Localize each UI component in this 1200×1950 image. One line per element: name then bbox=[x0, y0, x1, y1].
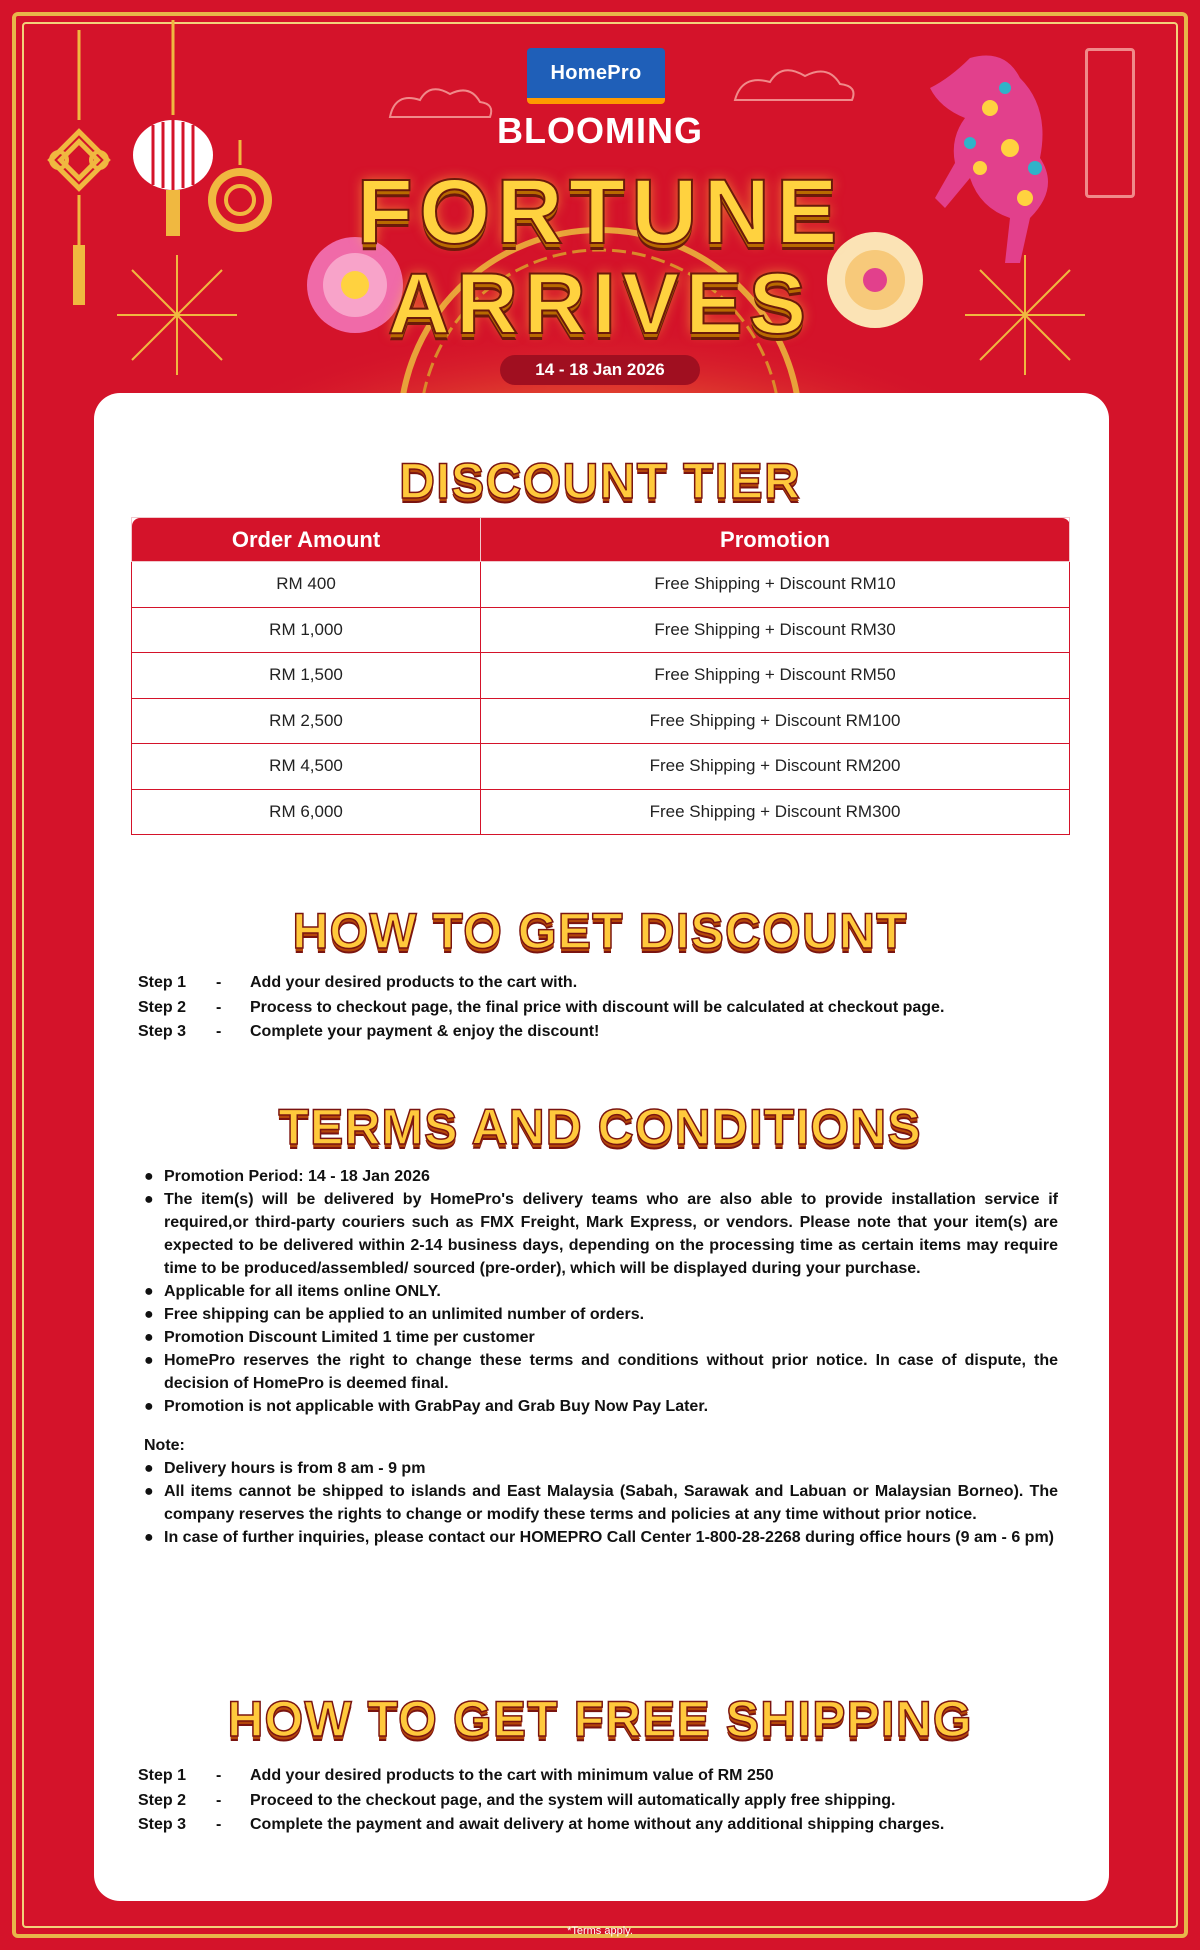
promo-date-badge: 14 - 18 Jan 2026 bbox=[500, 355, 700, 385]
step-number: Step 2 bbox=[138, 998, 187, 1016]
promotion-cell: Free Shipping + Discount RM50 bbox=[481, 653, 1070, 699]
promotion-cell: Free Shipping + Discount RM300 bbox=[481, 789, 1070, 835]
list-item bbox=[144, 1480, 1058, 1526]
step-item bbox=[138, 1764, 944, 1789]
promotion-cell: Free Shipping + Discount RM200 bbox=[481, 744, 1070, 790]
step-dash: - bbox=[216, 1791, 222, 1809]
bullet-icon: ● bbox=[144, 1529, 154, 1546]
terms-apply-footnote: *Terms apply. bbox=[567, 1925, 633, 1937]
bullet-icon: ● bbox=[144, 1168, 154, 1185]
term-text: Applicable for all items online ONLY. bbox=[164, 1283, 441, 1300]
term-text: The item(s) will be delivered by HomePro's delivery teams who are also able to provide installation service if required,or third-party couriers such as FMX Freight, Mark Express, or vendors. Please note that your item(s) are expected to be delivered within 2-14 business days, depending on the processing time as certain items may require time to be produced/assembled/ sourced (pre-order), which will be displayed during your purchase. bbox=[164, 1191, 1058, 1277]
promotion-cell: Free Shipping + Discount RM30 bbox=[481, 607, 1070, 653]
step-text: Add your desired products to the cart with. bbox=[250, 974, 578, 992]
step-text: Proceed to the checkout page, and the system will automatically apply free shipping. bbox=[250, 1791, 896, 1809]
step-dash: - bbox=[216, 974, 222, 992]
list-item bbox=[144, 1526, 1058, 1549]
hero-title-line2: ARRIVES bbox=[387, 256, 813, 352]
header-order-amount: Order Amount bbox=[132, 518, 481, 562]
order-amount-cell: RM 1,000 bbox=[132, 607, 481, 653]
step-dash: - bbox=[216, 998, 222, 1016]
step-item bbox=[138, 996, 944, 1021]
promotion-cell: Free Shipping + Discount RM100 bbox=[481, 698, 1070, 744]
order-amount-cell: RM 4,500 bbox=[132, 744, 481, 790]
discount-tier-table bbox=[131, 517, 1070, 835]
terms-and-conditions-title: TERMS AND CONDITIONS bbox=[278, 1099, 922, 1155]
bullet-icon: ● bbox=[144, 1329, 154, 1346]
promotion-cell: Free Shipping + Discount RM10 bbox=[481, 562, 1070, 608]
step-number: Step 3 bbox=[138, 1816, 187, 1834]
list-item bbox=[144, 1326, 1058, 1349]
step-item bbox=[138, 971, 944, 996]
note-label: Note: bbox=[144, 1437, 185, 1454]
header-promotion: Promotion bbox=[481, 518, 1070, 562]
table-header-row bbox=[132, 518, 1070, 562]
step-item bbox=[138, 1813, 944, 1838]
shipping-steps bbox=[138, 1764, 944, 1838]
order-amount-cell: RM 1,500 bbox=[132, 653, 481, 699]
term-text: Promotion Period: 14 - 18 Jan 2026 bbox=[164, 1168, 430, 1185]
term-text: Promotion Discount Limited 1 time per customer bbox=[164, 1329, 535, 1346]
table-row bbox=[132, 698, 1070, 744]
bullet-icon: ● bbox=[144, 1398, 154, 1415]
bullet-icon: ● bbox=[144, 1306, 154, 1323]
step-number: Step 1 bbox=[138, 1767, 187, 1785]
step-number: Step 2 bbox=[138, 1791, 187, 1809]
table-row bbox=[132, 562, 1070, 608]
step-text: Add your desired products to the cart with minimum value of RM 250 bbox=[250, 1767, 774, 1785]
discount-steps bbox=[138, 971, 944, 1045]
step-text: Complete the payment and await delivery at home without any additional shipping charges. bbox=[250, 1816, 945, 1834]
note-text: In case of further inquiries, please contact our HOMEPRO Call Center 1-800-28-2268 during office hours (9 am - 6 pm) bbox=[164, 1529, 1054, 1546]
order-amount-cell: RM 400 bbox=[132, 562, 481, 608]
how-to-get-free-shipping-title: HOW TO GET FREE SHIPPING bbox=[227, 1691, 973, 1747]
table-row bbox=[132, 789, 1070, 835]
order-amount-cell: RM 6,000 bbox=[132, 789, 481, 835]
homepro-logo[interactable]: HomePro bbox=[527, 48, 665, 104]
bullet-icon: ● bbox=[144, 1283, 154, 1300]
list-item bbox=[144, 1349, 1058, 1395]
list-item bbox=[144, 1303, 1058, 1326]
step-dash: - bbox=[216, 1767, 222, 1785]
term-text: Free shipping can be applied to an unlimited number of orders. bbox=[164, 1306, 645, 1323]
hero-subtitle: BLOOMING bbox=[497, 110, 703, 151]
how-to-get-discount-title: HOW TO GET DISCOUNT bbox=[292, 903, 908, 959]
step-item bbox=[138, 1020, 944, 1045]
term-text: HomePro reserves the right to change these terms and conditions without prior notice. In case of dispute, the decision of HomePro is deemed final. bbox=[164, 1352, 1058, 1392]
bullet-icon: ● bbox=[144, 1483, 154, 1500]
list-item bbox=[144, 1165, 1058, 1188]
cloud-right-icon bbox=[730, 62, 860, 106]
hero-title-line1: FORTUNE bbox=[356, 161, 844, 263]
step-text: Process to checkout page, the final price with discount will be calculated at checkout page. bbox=[250, 998, 945, 1016]
list-item bbox=[144, 1280, 1058, 1303]
bullet-icon: ● bbox=[144, 1191, 154, 1208]
step-dash: - bbox=[216, 1023, 222, 1041]
table-row bbox=[132, 653, 1070, 699]
step-dash: - bbox=[216, 1816, 222, 1834]
table-row bbox=[132, 607, 1070, 653]
terms-list bbox=[144, 1165, 1058, 1549]
step-number: Step 3 bbox=[138, 1023, 187, 1041]
bullet-icon: ● bbox=[144, 1352, 154, 1369]
term-text: Promotion is not applicable with GrabPay and Grab Buy Now Pay Later. bbox=[164, 1398, 709, 1415]
list-item bbox=[144, 1395, 1058, 1418]
hero-banner bbox=[0, 0, 1200, 400]
step-number: Step 1 bbox=[138, 974, 187, 992]
step-item bbox=[138, 1789, 944, 1814]
note-text: All items cannot be shipped to islands and East Malaysia (Sabah, Sarawak and Labuan or Malaysian Borneo). The company reserves the rights to change or modify these terms and policies at any time without prior notice. bbox=[164, 1483, 1058, 1523]
order-amount-cell: RM 2,500 bbox=[132, 698, 481, 744]
table-row bbox=[132, 744, 1070, 790]
list-item bbox=[144, 1188, 1058, 1280]
note-text: Delivery hours is from 8 am - 9 pm bbox=[164, 1460, 426, 1477]
discount-tier-title: DISCOUNT TIER bbox=[399, 453, 801, 509]
bullet-icon: ● bbox=[144, 1460, 154, 1477]
step-text: Complete your payment & enjoy the discount! bbox=[250, 1023, 600, 1041]
list-item bbox=[144, 1457, 1058, 1480]
